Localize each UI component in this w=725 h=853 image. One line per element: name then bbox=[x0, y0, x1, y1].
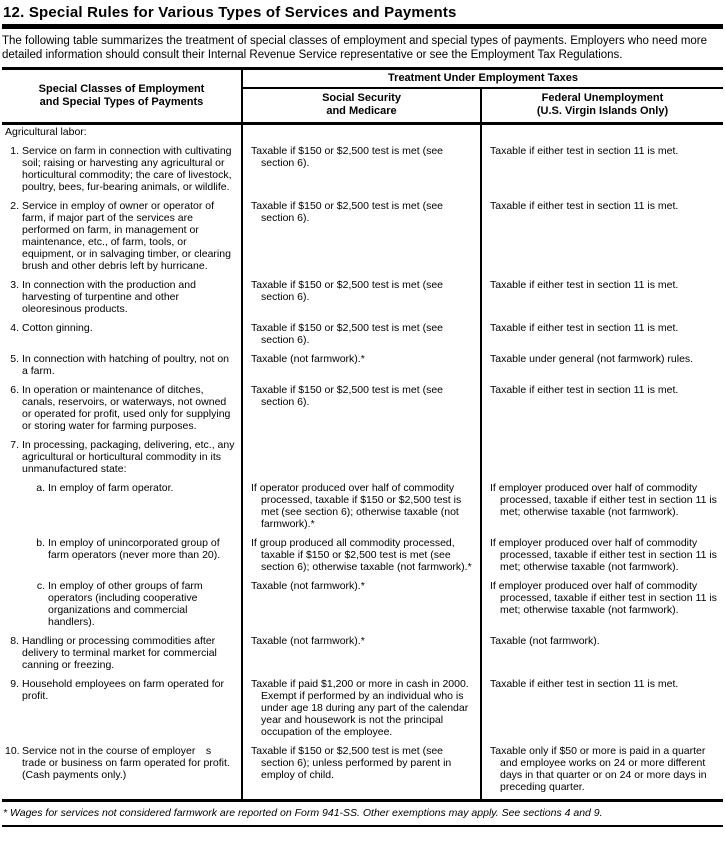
table-row-item-cell bbox=[2, 321, 243, 352]
table-row-federal-unemployment-cell: Taxable if either test in section 11 is met. bbox=[490, 279, 679, 291]
table-row-social-security-cell: If operator produced over half of commodity processed, taxable if $150 or $2,500 test is met (see section 6); otherwise taxable (not farmwork).* bbox=[243, 481, 482, 536]
table-row-social-security-cell: Taxable if $150 or $2,500 test is met (see section 6). bbox=[243, 278, 482, 321]
special-rules-table bbox=[2, 67, 723, 802]
table-row-federal-unemployment-cell: Taxable if either test in section 11 is met. bbox=[490, 384, 679, 396]
table-row-item-cell bbox=[2, 352, 243, 383]
row-number: c. bbox=[36, 580, 45, 592]
table-footnote: * Wages for services not considered farmwork are reported on Form 941-SS. Other exemptions may apply. See sections 4 and 9. bbox=[3, 807, 603, 819]
column-header-line: Special Classes of Employment bbox=[38, 83, 205, 95]
table-row-federal-unemployment-cell: Taxable only if $50 or more is paid in a quarter and employee works on 24 or more different days in that quarter or on 24 or more days in preceding quarter. bbox=[490, 745, 707, 793]
table-row-item-cell bbox=[2, 383, 243, 438]
intro-paragraph: The following table summarizes the treatment of special classes of employment and special types of payments. Employers who need more detailed information should consult their Internal Revenue Service representative or see the Employment Tax Regulations. bbox=[2, 35, 708, 61]
row-label: Service on farm in connection with cultivating soil; raising or harvesting any agricultural or horticultural commodity; the care of livestock, poultry, bees, fur-bearing animals, or wildlife. bbox=[22, 145, 232, 193]
header-subrow bbox=[243, 89, 723, 122]
row-number: b. bbox=[36, 537, 45, 549]
table-row-social-security-cell: Taxable if $150 or $2,500 test is met (see section 6). bbox=[243, 383, 482, 438]
table-row-item-cell bbox=[2, 125, 243, 144]
table-row-social-security-cell: Taxable if $150 or $2,500 test is met (see section 6); unless performed by parent in employ of child. bbox=[243, 744, 482, 799]
row-number: 2. bbox=[10, 200, 19, 212]
row-label: Service in employ of owner or operator of farm, if major part of the services are performed on farm, in management or maintenance, etc., of farm, tools, or equipment, or in salvaging timber, or clearing brush and other debris left by hurricane. bbox=[22, 200, 231, 272]
table-row-item-cell bbox=[2, 634, 243, 677]
title-rule bbox=[2, 24, 723, 29]
table-row-item-cell bbox=[2, 199, 243, 278]
column-header-social-security bbox=[243, 89, 482, 122]
table-row-federal-unemployment-cell: Taxable if either test in section 11 is met. bbox=[490, 678, 679, 690]
column-header-line: (U.S. Virgin Islands Only) bbox=[536, 105, 669, 117]
table-row-item-cell bbox=[2, 278, 243, 321]
row-label: Service not in the course of employer s trade or business on farm operated for profit. (Cash payments only.) bbox=[22, 745, 230, 781]
table-row-federal-unemployment-cell: If employer produced over half of commodity processed, taxable if either test in section 11 is met; otherwise taxable (not farmwork). bbox=[490, 580, 717, 616]
table-row-federal-unemployment-cell: Taxable (not farmwork). bbox=[490, 635, 600, 647]
table-row-item-cell bbox=[2, 481, 243, 536]
row-number: 3. bbox=[10, 279, 19, 291]
table-row-federal-unemployment-cell: Taxable if either test in section 11 is met. bbox=[490, 322, 679, 334]
table-row-social-security-cell: Taxable (not farmwork).* bbox=[243, 634, 482, 677]
row-label: In connection with the production and harvesting of turpentine and other oleoresinous products. bbox=[22, 279, 196, 315]
column-header-federal-unemployment bbox=[482, 89, 723, 122]
column-header-line: Social Security bbox=[322, 92, 401, 104]
row-label: Cotton ginning. bbox=[22, 322, 93, 334]
column-header-line: Federal Unemployment bbox=[541, 92, 664, 104]
table-row-federal-unemployment-cell bbox=[482, 125, 723, 144]
row-number: 8. bbox=[10, 635, 19, 647]
table-row-federal-unemployment-cell: If employer produced over half of commodity processed, taxable if either test in section 11 is met; otherwise taxable (not farmwork). bbox=[490, 537, 717, 573]
table-row-social-security-cell bbox=[243, 125, 482, 144]
table-row-item-cell bbox=[2, 536, 243, 579]
table-row-item-cell bbox=[2, 677, 243, 744]
row-number: 10. bbox=[5, 745, 20, 757]
table-row-social-security-cell: Taxable if $150 or $2,500 test is met (see section 6). bbox=[243, 199, 482, 278]
table-row-social-security-cell: Taxable if $150 or $2,500 test is met (see section 6). bbox=[243, 144, 482, 199]
table-row-social-security-cell: Taxable (not farmwork).* bbox=[243, 352, 482, 383]
table-row-social-security-cell: If group produced all commodity processed, taxable if $150 or $2,500 test is met (see section 6); otherwise taxable (not farmwork).* bbox=[243, 536, 482, 579]
row-label: In employ of unincorporated group of farm operators (never more than 20). bbox=[48, 537, 221, 561]
row-label: In employ of other groups of farm operators (including cooperative organizations and commercial handlers). bbox=[48, 580, 203, 628]
table-body bbox=[2, 125, 723, 802]
table-row-item-cell bbox=[2, 144, 243, 199]
table-row-item-cell bbox=[2, 579, 243, 634]
header-right-group bbox=[243, 70, 723, 122]
page-title: 12. Special Rules for Various Types of Services and Payments bbox=[3, 4, 457, 21]
row-label: Household employees on farm operated for profit. bbox=[22, 678, 224, 702]
row-number: 9. bbox=[10, 678, 19, 690]
row-label: In connection with hatching of poultry, not on a farm. bbox=[22, 353, 230, 377]
row-label: Handling or processing commodities after delivery to terminal market for commercial canning or freezing. bbox=[22, 635, 217, 671]
row-number: 4. bbox=[10, 322, 19, 334]
row-number: a. bbox=[36, 482, 45, 494]
table-row-social-security-cell: Taxable if $150 or $2,500 test is met (see section 6). bbox=[243, 321, 482, 352]
row-label: Agricultural labor: bbox=[5, 126, 87, 138]
table-row-social-security-cell: Taxable (not farmwork).* bbox=[243, 579, 482, 634]
row-label: In employ of farm operator. bbox=[48, 482, 174, 494]
row-number: 5. bbox=[10, 353, 19, 365]
spanning-header-treatment: Treatment Under Employment Taxes bbox=[243, 70, 723, 89]
table-row-federal-unemployment-cell: Taxable if either test in section 11 is met. bbox=[490, 200, 679, 212]
row-number: 7. bbox=[10, 439, 19, 451]
row-number: 6. bbox=[10, 384, 19, 396]
row-label: In operation or maintenance of ditches, canals, reservoirs, or waterways, not owned or operated for profit, used only for supplying or storing water for farming purposes. bbox=[22, 384, 231, 432]
column-header-line: and Special Types of Payments bbox=[39, 96, 204, 108]
table-row-social-security-cell: Taxable if paid $1,200 or more in cash in 2000. Exempt if performed by an individual who is under age 18 during any part of the calendar year and housework is not the principal occupation of the employee. bbox=[243, 677, 482, 744]
table-row-item-cell bbox=[2, 744, 243, 799]
row-label: In processing, packaging, delivering, etc., any agricultural or horticultural commodity in its unmanufactured state: bbox=[22, 439, 235, 475]
bottom-rule bbox=[2, 825, 723, 827]
table-row-federal-unemployment-cell: Taxable under general (not farmwork) rules. bbox=[490, 353, 694, 365]
table-row-social-security-cell bbox=[243, 438, 482, 481]
table-row-item-cell bbox=[2, 438, 243, 481]
column-header-special-classes bbox=[2, 70, 243, 122]
table-header bbox=[2, 70, 723, 125]
table-row-federal-unemployment-cell bbox=[482, 438, 723, 481]
table-row-federal-unemployment-cell: If employer produced over half of commodity processed, taxable if either test in section 11 is met; otherwise taxable (not farmwork). bbox=[490, 482, 717, 518]
table-row-federal-unemployment-cell: Taxable if either test in section 11 is met. bbox=[490, 145, 679, 157]
row-number: 1. bbox=[10, 145, 19, 157]
column-header-line: and Medicare bbox=[326, 105, 397, 117]
